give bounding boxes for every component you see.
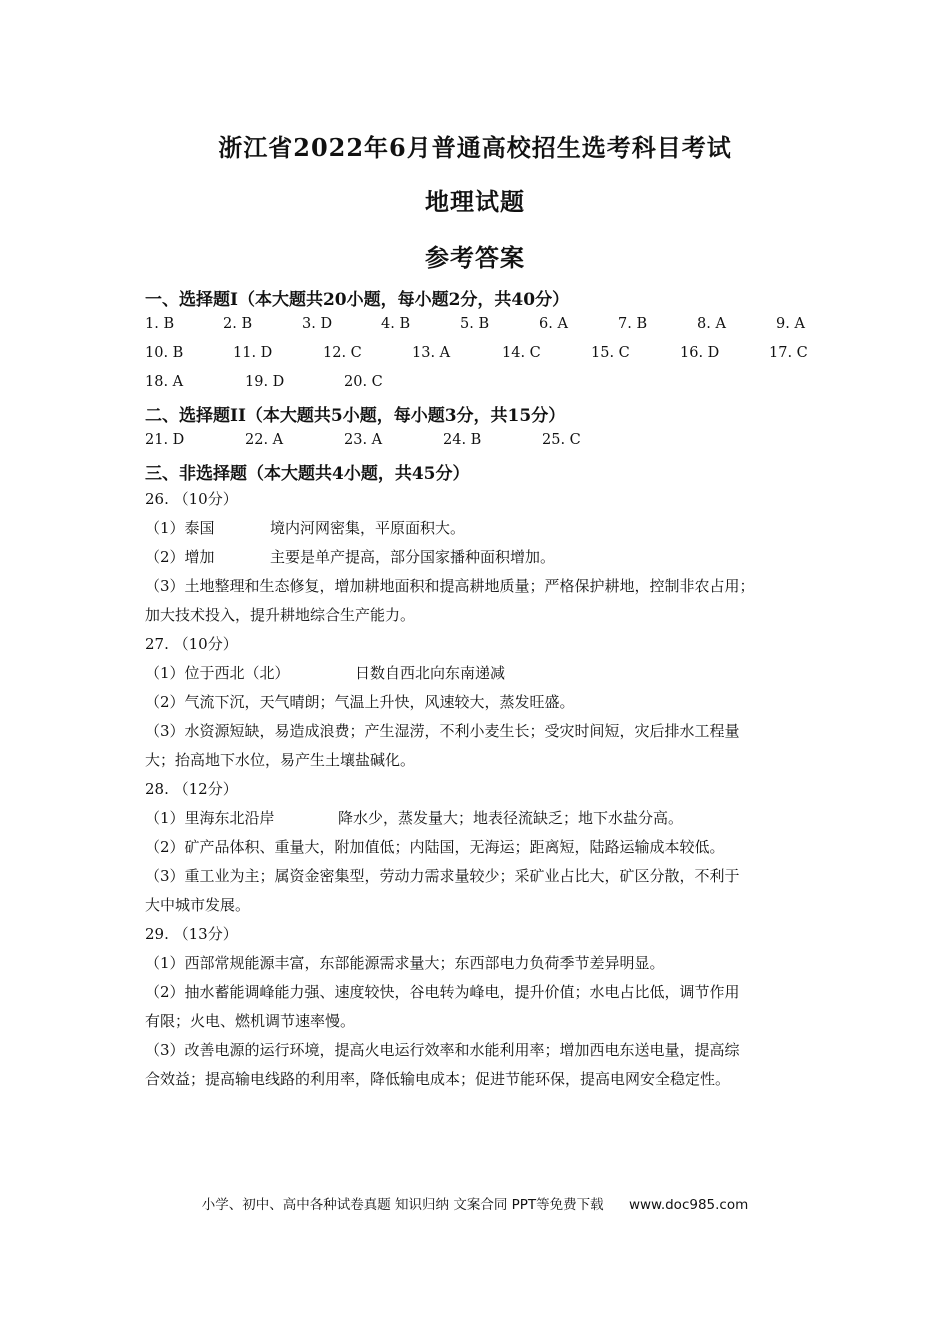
q26-answer-1-a: （1）泰国 [145,519,215,537]
q29-answer-3: （3）改善电源的运行环境，提高火电运行效率和水能利用率；增加西电东送电量，提高综 [145,1041,740,1059]
answer-11: 11. D [233,345,273,361]
q26-answer-2-a: （2）增加 [145,548,215,566]
answer-14: 14. C [502,345,541,361]
answer-9: 9. A [776,316,805,332]
q27-answer-2: （2）气流下沉，天气晴朗；气温上升快，风速较大，蒸发旺盛。 [145,693,575,711]
q27-answer-1 [145,662,506,683]
footer-text: 小学、初中、高中各种试卷真题 知识归纳 文案合同 PPT等免费下载 [201,1197,604,1213]
answer-10: 10. B [145,345,184,361]
q26-answer-3: （3）土地整理和生态修复，增加耕地面积和提高耕地质量；严格保护耕地，控制非农占用； [145,577,755,595]
q26-answer-2 [145,546,556,567]
section-heading-2: 二、选择题II（本大题共5小题，每小题3分，共15分） [145,406,566,426]
answer-4: 4. B [381,316,411,332]
answer-18: 18. A [145,374,184,390]
footer-link[interactable]: www.doc985.com [628,1197,749,1213]
q29-answer-3-cont: 合效益；提高输电线路的利用率，降低输电成本；促进节能环保，提高电网安全稳定性。 [145,1070,731,1088]
answer-2: 2. B [223,316,253,332]
q29-answer-1: （1）西部常规能源丰富，东部能源需求量大；东西部电力负荷季节差异明显。 [145,954,665,972]
answer-key-title: 参考答案 [425,243,525,272]
answer-1: 1. B [145,316,175,332]
q26-answer-3-cont: 加大技术投入，提升耕地综合生产能力。 [145,606,416,624]
answer-19: 19. D [245,374,285,390]
page-title: 浙江省2022年6月普通高校招生选考科目考试 [218,133,732,162]
q26-answer-1-b: 境内河网密集，平原面积大。 [270,519,466,537]
answer-12: 12. C [323,345,362,361]
answer-23: 23. A [344,432,383,448]
answer-13: 13. A [412,345,451,361]
q27-answer-3-cont: 大；抬高地下水位，易产生土壤盐碱化。 [145,751,416,769]
q26-answer-2-b: 主要是单产提高，部分国家播种面积增加。 [270,548,556,566]
answer-22: 22. A [245,432,284,448]
q27-answer-1-b: 日数自西北向东南递减 [355,664,506,682]
answer-7: 7. B [618,316,648,332]
q28-answer-1-a: （1）里海东北沿岸 [145,809,275,827]
section-heading-1: 一、选择题Ⅰ（本大题共20小题，每小题2分，共40分） [145,290,570,310]
answer-5: 5. B [460,316,490,332]
answer-24: 24. B [443,432,482,448]
q27-answer-3: （3）水资源短缺，易造成浪费；产生湿涝，不利小麦生长；受灾时间短，灾后排水工程量 [145,722,740,740]
answer-20: 20. C [344,374,383,390]
q27-heading: 27. （10分） [145,635,238,653]
q26-answer-1 [145,517,466,538]
answer-15: 15. C [591,345,630,361]
q29-heading: 29. （13分） [145,925,238,943]
answer-21: 21. D [145,432,185,448]
answer-25: 25. C [542,432,581,448]
subject-title: 地理试题 [425,187,525,216]
answer-3: 3. D [302,316,333,332]
section-heading-3: 三、非选择题（本大题共4小题，共45分） [145,464,470,484]
footer [0,1193,950,1213]
answer-6: 6. A [539,316,568,332]
answer-8: 8. A [697,316,726,332]
q28-answer-3: （3）重工业为主；属资金密集型，劳动力需求量较少；采矿业占比大，矿区分散，不利于 [145,867,740,885]
q27-answer-1-a: （1）位于西北（北） [145,664,290,682]
q29-answer-2: （2）抽水蓄能调峰能力强、速度较快，谷电转为峰电，提升价值；水电占比低，调节作用 [145,983,740,1001]
q28-answer-3-cont: 大中城市发展。 [145,896,251,914]
q28-heading: 28. （12分） [145,780,238,798]
q28-answer-1-b: 降水少，蒸发量大；地表径流缺乏；地下水盐分高。 [338,809,684,827]
q28-answer-1 [145,807,684,828]
answer-17: 17. C [769,345,808,361]
q29-answer-2-cont: 有限；火电、燃机调节速率慢。 [145,1012,356,1030]
answer-16: 16. D [680,345,720,361]
q28-answer-2: （2）矿产品体积、重量大，附加值低；内陆国，无海运；距离短，陆路运输成本较低。 [145,838,725,856]
q26-heading: 26. （10分） [145,490,238,508]
